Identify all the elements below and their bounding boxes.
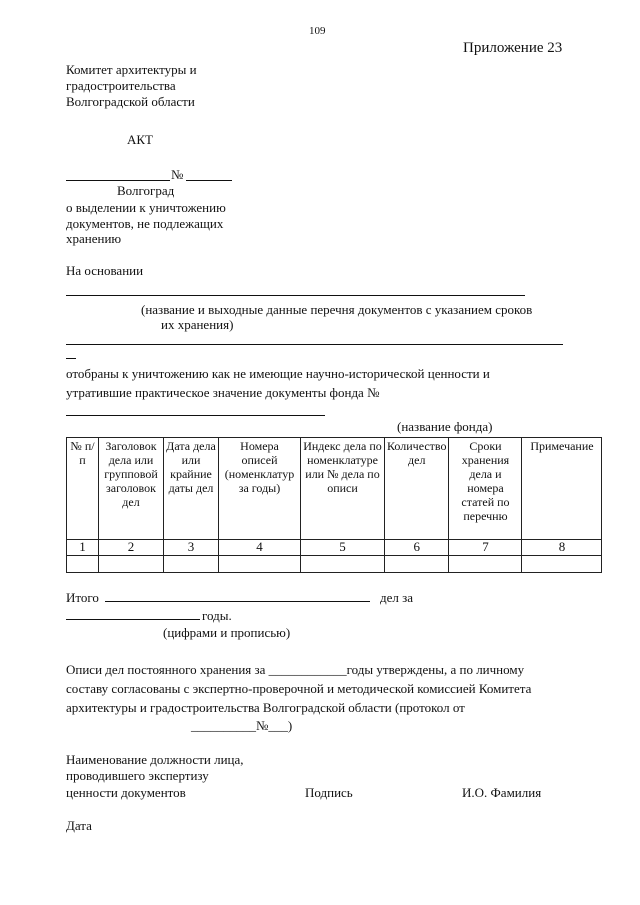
position-line-3: ценности документов bbox=[66, 785, 186, 800]
table-header-row bbox=[67, 438, 602, 540]
col-number: 4 bbox=[219, 540, 301, 556]
cell bbox=[522, 556, 602, 573]
position-line-2: проводившего экспертизу bbox=[66, 768, 209, 783]
subject-line-1: о выделении к уничтожению bbox=[66, 200, 226, 215]
fund-hint: (название фонда) bbox=[397, 419, 493, 434]
basis-hint-1: (название и выходные данные перечня документов с указанием сроков bbox=[141, 302, 533, 317]
signature-label: Подпись bbox=[305, 785, 353, 800]
total-blank bbox=[105, 601, 370, 602]
total-label: Итого bbox=[66, 590, 99, 605]
cell bbox=[67, 556, 99, 573]
position-line-1: Наименование должности лица, bbox=[66, 752, 244, 767]
basis-label: На основании bbox=[66, 263, 144, 278]
table-row bbox=[67, 556, 602, 573]
basis-hint-2: их хранения) bbox=[161, 317, 234, 332]
fund-blank bbox=[66, 415, 325, 416]
selected-line-1: отобраны к уничтожению как не имеющие научно-исторической ценности и bbox=[66, 366, 490, 381]
org-line-1: Комитет архитектуры и bbox=[66, 62, 197, 77]
org-line-3: Волгоградской области bbox=[66, 94, 195, 109]
appendix-label: Приложение 23 bbox=[463, 40, 563, 56]
cell bbox=[99, 556, 164, 573]
col-number: 7 bbox=[449, 540, 522, 556]
cell bbox=[164, 556, 219, 573]
act-title: АКТ bbox=[127, 132, 153, 147]
basis-blank bbox=[66, 295, 525, 296]
total-hint: (цифрами и прописью) bbox=[163, 625, 291, 640]
col-header: Заголовок дела или групповой заголовок дел bbox=[99, 438, 164, 540]
col-number: 5 bbox=[301, 540, 385, 556]
col-header: Количество дел bbox=[385, 438, 449, 540]
date-label: Дата bbox=[66, 818, 92, 833]
col-number: 6 bbox=[385, 540, 449, 556]
documents-table bbox=[66, 437, 602, 573]
subject-line-2: документов, не подлежащих bbox=[66, 216, 224, 231]
table-number-row bbox=[67, 540, 602, 556]
basis-blank-3 bbox=[66, 358, 76, 359]
inventories-line-3: архитектуры и градостроительства Волгоградской области (протокол от bbox=[66, 700, 465, 715]
col-number: 8 bbox=[522, 540, 602, 556]
inventories-line-4: __________№___) bbox=[191, 718, 293, 733]
inventories-line-1: Описи дел постоянного хранения за ____________годы утверждены, а по личному bbox=[66, 662, 525, 677]
cell bbox=[449, 556, 522, 573]
basis-blank-2 bbox=[66, 344, 563, 345]
cases-for: дел за bbox=[380, 590, 414, 605]
col-number: 2 bbox=[99, 540, 164, 556]
name-label: И.О. Фамилия bbox=[462, 785, 542, 800]
col-header: Номера описей (номенклатур за годы) bbox=[219, 438, 301, 540]
col-number: 3 bbox=[164, 540, 219, 556]
cell bbox=[301, 556, 385, 573]
org-line-2: градостроительства bbox=[66, 78, 176, 93]
number-sign: № bbox=[171, 167, 184, 182]
subject-line-3: хранению bbox=[66, 231, 122, 246]
city: Волгоград bbox=[117, 183, 175, 198]
years-blank bbox=[66, 619, 200, 620]
col-header: № п/п bbox=[67, 438, 99, 540]
number-blank bbox=[186, 180, 232, 181]
col-header: Дата дела или крайние даты дел bbox=[164, 438, 219, 540]
date-blank bbox=[66, 180, 170, 181]
selected-line-2: утратившие практическое значение документы фонда № bbox=[66, 385, 380, 400]
cell bbox=[219, 556, 301, 573]
cell bbox=[385, 556, 449, 573]
col-header: Индекс дела по номенклатуре или № дела по описи bbox=[301, 438, 385, 540]
col-number: 1 bbox=[67, 540, 99, 556]
years-label: годы. bbox=[202, 608, 232, 623]
col-header: Сроки хранения дела и номера статей по перечню bbox=[449, 438, 522, 540]
col-header: Примечание bbox=[522, 438, 602, 540]
inventories-line-2: составу согласованы с экспертно-проверочной и методической комиссией Комитета bbox=[66, 681, 532, 696]
page-number: 109 bbox=[309, 25, 326, 37]
